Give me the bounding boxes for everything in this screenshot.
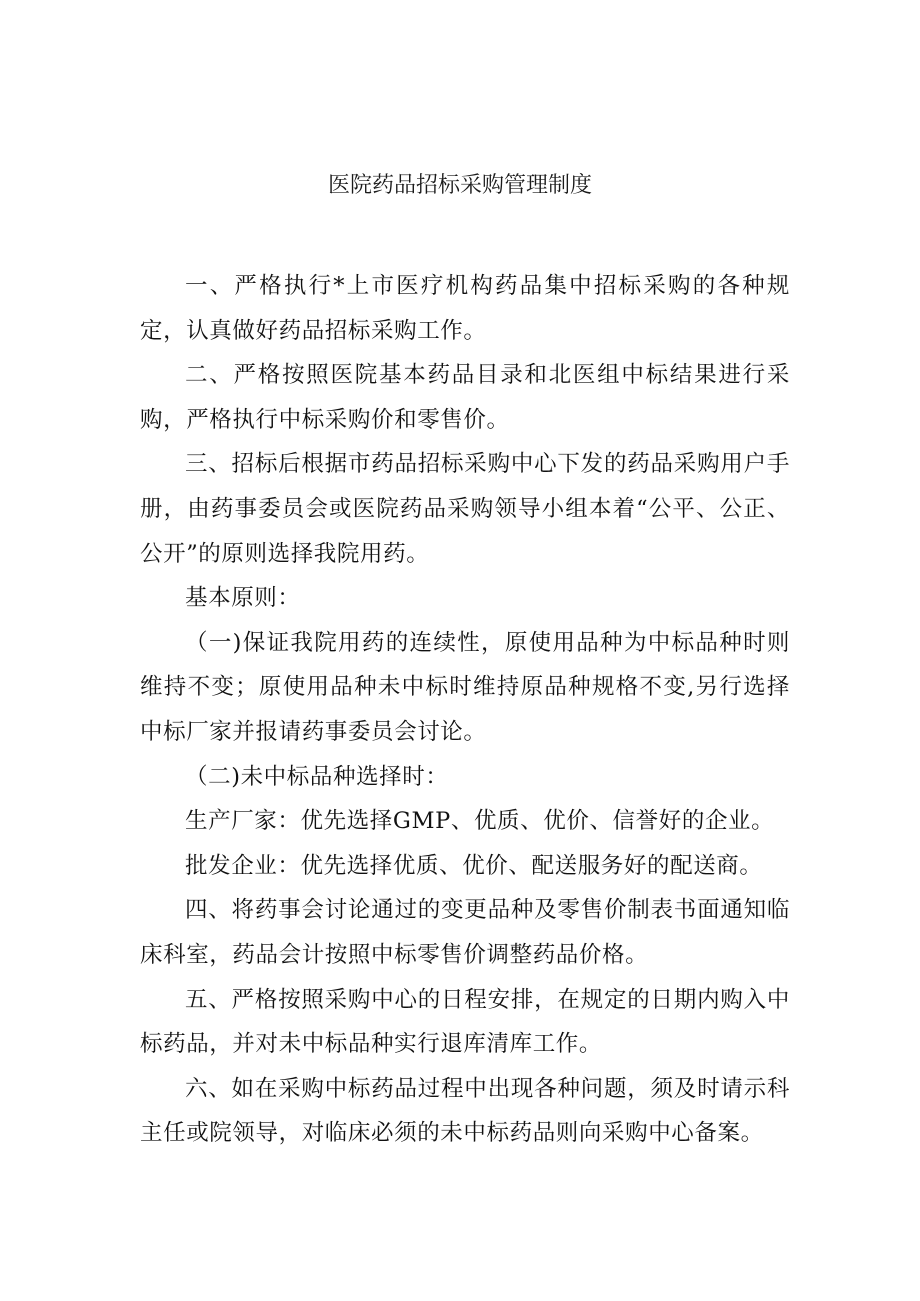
paragraph-4: 四、将药事会讨论通过的变更品种及零售价制表书面通知临床科室，药品会计按照中标零售价调整药品价格。 <box>140 897 790 968</box>
paragraph-principle-1: （一)保证我院用药的连续性，原使用品种为中标品种时则维持不变；原使用品种未中标时维持原品种规格不变,另行选择中标厂家并报请药事委员会讨论。 <box>140 629 790 745</box>
paragraph-manufacturer: 生产厂家：优先选择GMP、优质、优价、信誉好的企业。 <box>185 808 775 835</box>
paragraph-5: 五、严格按照采购中心的日程安排，在规定的日期内购入中标药品，并对未中标品种实行退库清库工作。 <box>140 986 790 1058</box>
paragraph-3: 三、招标后根据市药品招标采购中心下发的药品采购用户手册，由药事委员会或医院药品采购领导小组本着“公平、公正、公开”的原则选择我院用药。 <box>140 451 790 567</box>
paragraph-2: 二、严格按照医院基本药品目录和北医组中标结果进行采购，严格执行中标采购价和零售价。 <box>140 362 790 433</box>
paragraph-basic-principles: 基本原则： <box>185 585 301 612</box>
document-title: 医院药品招标采购管理制度 <box>327 173 592 198</box>
paragraph-principle-2: （二)未中标品种选择时： <box>185 763 449 790</box>
paragraph-1: 一、严格执行*上市医疗机构药品集中招标采购的各种规定，认真做好药品招标采购工作。 <box>140 273 790 344</box>
paragraph-6: 六、如在采购中标药品过程中出现各种问题，须及时请示科主任或院领导，对临床必须的未中标药品则向采购中心备案。 <box>140 1075 790 1147</box>
document-body <box>140 264 790 1156</box>
paragraph-wholesaler: 批发企业：优先选择优质、优价、配送服务好的配送商。 <box>185 852 763 879</box>
